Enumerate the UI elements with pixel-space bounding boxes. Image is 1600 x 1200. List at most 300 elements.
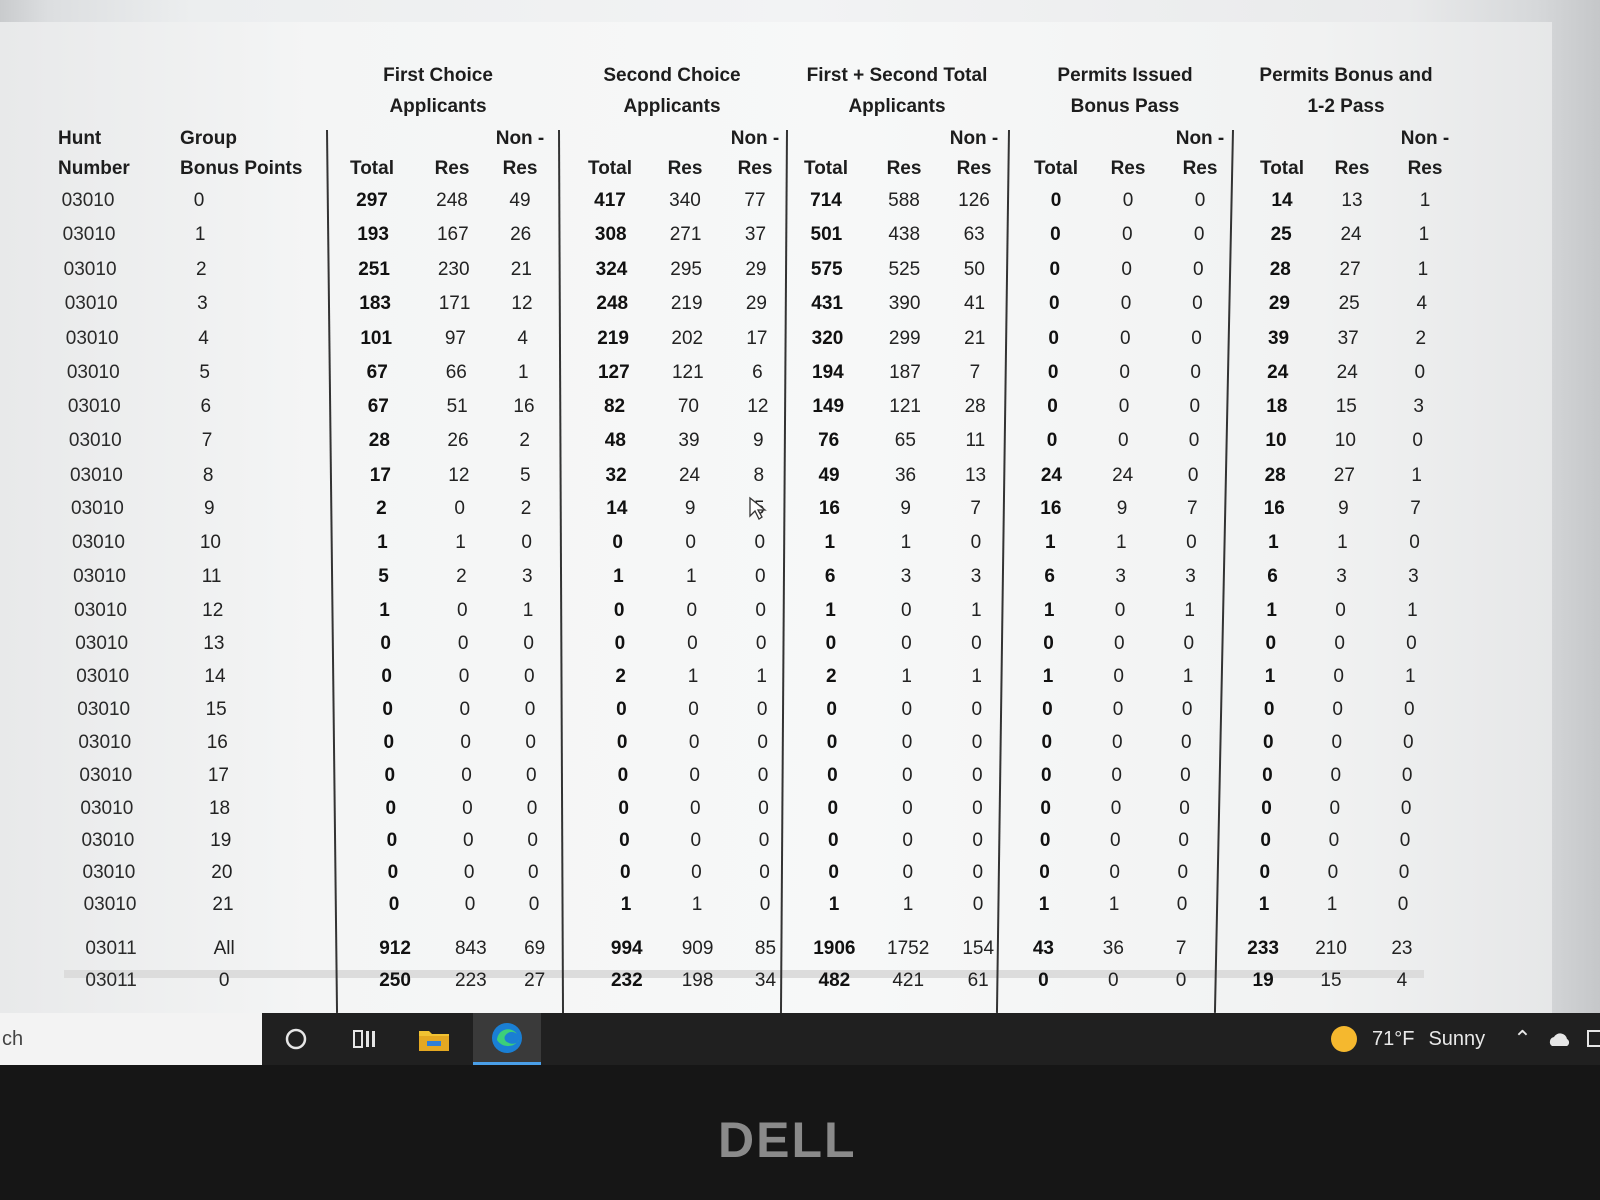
table-cell: 66 — [445, 362, 467, 383]
table-cell: 232 — [610, 970, 643, 991]
table-cell: 1 — [825, 600, 836, 621]
cortana-circle-icon[interactable] — [268, 1013, 324, 1065]
table-cell: 1 — [1418, 224, 1430, 245]
table-cell: 0 — [1039, 862, 1050, 883]
table-cell: 0 — [1119, 362, 1130, 383]
permits-issued-header-line1: Permits Issued — [1057, 65, 1193, 86]
table-cell: 0 — [1329, 798, 1341, 819]
table-cell: 1 — [687, 666, 699, 687]
table-cell: 0 — [1399, 830, 1411, 851]
table-cell: 0 — [972, 862, 984, 883]
table-cell: 0 — [1122, 224, 1133, 245]
table-cell: 126 — [958, 190, 990, 211]
table-cell: 121 — [889, 396, 921, 417]
bonus-points-cell: 7 — [201, 430, 213, 451]
table-cell: 17 — [746, 328, 768, 349]
table-cell: 7 — [970, 498, 981, 519]
bonus-points-cell: 9 — [203, 498, 215, 519]
table-cell: 0 — [1331, 732, 1343, 753]
table-cell: 2 — [615, 666, 626, 687]
table-cell: 0 — [688, 732, 700, 753]
subheader-total: Total — [588, 158, 632, 179]
table-cell: 34 — [754, 970, 777, 991]
table-cell: 0 — [901, 732, 913, 753]
bonus-points-cell: 21 — [212, 894, 234, 915]
table-cell: 0 — [826, 699, 837, 720]
table-cell: 0 — [685, 532, 696, 553]
hunt-number-cell: 03011 — [85, 938, 137, 959]
table-cell: 0 — [1263, 699, 1275, 720]
table-cell: 0 — [521, 532, 532, 553]
chevron-up-icon[interactable]: ⌃ — [1513, 1026, 1532, 1051]
bonus-points-cell: 5 — [199, 362, 210, 383]
bonus-points-cell: 14 — [204, 666, 226, 687]
table-cell: 193 — [357, 224, 389, 245]
table-cell: 0 — [614, 633, 626, 654]
bonus-points-cell: 18 — [208, 798, 231, 819]
table-cell: 0 — [828, 862, 839, 883]
table-cell: 0 — [1120, 293, 1132, 314]
table-cell: 0 — [1401, 765, 1413, 786]
bonus-points-cell: 12 — [202, 600, 224, 621]
table-cell: 9 — [1338, 498, 1349, 519]
table-cell: 0 — [686, 600, 698, 621]
table-cell: 0 — [1328, 830, 1340, 851]
table-cell: 82 — [603, 396, 626, 417]
table-cell: 0 — [382, 699, 393, 720]
table-cell: 29 — [745, 259, 767, 280]
table-cell: 48 — [604, 430, 626, 451]
table-cell: 149 — [812, 396, 845, 417]
table-cell: 248 — [596, 293, 629, 314]
table-cell: 0 — [1040, 798, 1051, 819]
subheader-nonres-line2: Res — [737, 158, 773, 179]
table-cell: 6 — [1267, 566, 1278, 587]
table-cell: 101 — [360, 328, 393, 349]
table-cell: 1 — [1419, 190, 1431, 211]
table-cell: 183 — [359, 293, 391, 314]
table-cell: 438 — [888, 224, 921, 245]
table-cell: 24 — [678, 465, 701, 486]
table-cell: 121 — [671, 362, 704, 383]
table-cell: 525 — [888, 259, 921, 280]
table-cell: 0 — [619, 830, 630, 851]
table-cell: 0 — [1262, 765, 1273, 786]
subheader-nonres-line1: Non - — [1400, 128, 1450, 149]
table-cell: 0 — [528, 894, 540, 915]
permits-bonus-header — [1196, 60, 1496, 122]
table-cell: 0 — [1110, 798, 1122, 819]
table-cell: 0 — [827, 830, 839, 851]
notification-icon[interactable] — [1586, 1028, 1600, 1050]
table-cell: 0 — [688, 699, 699, 720]
table-cell: 0 — [617, 765, 629, 786]
table-cell: 7 — [1175, 938, 1187, 959]
bonus-points-cell: 0 — [218, 970, 230, 991]
bonus-points-cell: 15 — [205, 699, 227, 720]
taskbar — [0, 1013, 1600, 1065]
table-cell: 0 — [1112, 732, 1123, 753]
table-cell: 8 — [753, 465, 765, 486]
table-cell: 0 — [1041, 732, 1053, 753]
bonus-points-cell: 2 — [195, 259, 207, 280]
table-cell: 0 — [1180, 765, 1191, 786]
table-cell: 0 — [1122, 190, 1134, 211]
table-cell: 51 — [446, 396, 468, 417]
table-cell: 2 — [826, 666, 837, 687]
table-cell: 2 — [520, 498, 532, 519]
table-cell: 0 — [691, 862, 702, 883]
first-second-total-header-line2: Applicants — [848, 96, 946, 117]
table-cell: 1 — [756, 666, 767, 687]
table-cell: 0 — [1192, 293, 1203, 314]
table-cell: 714 — [810, 190, 842, 211]
bonus-points-cell: 4 — [198, 328, 209, 349]
subheader-nonres-line2: Res — [1407, 158, 1443, 179]
table-cell: 0 — [1412, 430, 1423, 451]
table-cell: 0 — [618, 798, 629, 819]
table-cell: 0 — [971, 699, 983, 720]
table-cell: 501 — [810, 224, 843, 245]
table-cell: 0 — [385, 798, 397, 819]
table-cell: 1 — [1407, 600, 1418, 621]
table-cell: 1 — [518, 362, 529, 383]
table-cell: 2 — [519, 430, 530, 451]
table-cell: 49 — [509, 190, 531, 211]
points-header-line1: Group — [180, 128, 237, 149]
table-cell: 1 — [1326, 894, 1338, 915]
hunt-number-cell: 03010 — [80, 798, 134, 819]
table-cell: 0 — [461, 765, 472, 786]
table-cell: 1 — [1108, 894, 1120, 915]
table-cell: 6 — [752, 362, 763, 383]
table-cell: 198 — [681, 970, 714, 991]
table-cell: 9 — [900, 498, 911, 519]
table-cell: 0 — [690, 830, 702, 851]
table-cell: 0 — [1262, 732, 1274, 753]
table-cell: 97 — [444, 328, 466, 349]
table-cell: 194 — [812, 362, 844, 383]
table-cell: 0 — [689, 765, 700, 786]
table-cell: 11 — [965, 430, 986, 451]
subheader-nonres-line2: Res — [956, 158, 992, 179]
subheader-res: Res — [1110, 158, 1146, 179]
table-cell: 0 — [462, 830, 474, 851]
table-cell: 0 — [523, 633, 534, 654]
table-cell: 0 — [1180, 732, 1192, 753]
table-cell: 0 — [1330, 765, 1342, 786]
table-cell: 210 — [1315, 938, 1347, 959]
table-cell: 0 — [1039, 830, 1051, 851]
subheader-nonres-line1: Non - — [949, 128, 999, 149]
table-cell: 0 — [1397, 894, 1409, 915]
bonus-points-cell: 13 — [203, 633, 225, 654]
hunt-number-cell: 03010 — [61, 190, 115, 211]
table-cell: 0 — [1332, 699, 1343, 720]
table-cell: 7 — [1410, 498, 1421, 519]
hunt-number-cell: 03010 — [71, 498, 124, 519]
table-cell: 17 — [369, 465, 391, 486]
table-cell: 0 — [1050, 224, 1061, 245]
table-cell: 299 — [888, 328, 921, 349]
subheader-nonres-line2: Res — [1182, 158, 1218, 179]
table-cell: 16 — [1040, 498, 1062, 519]
table-cell: 12 — [511, 293, 533, 314]
table-cell: 0 — [380, 633, 391, 654]
table-cell: 24 — [1040, 465, 1062, 486]
weather-widget[interactable] — [1330, 1013, 1600, 1065]
table-cell: 28 — [1264, 465, 1286, 486]
table-cell: 0 — [388, 894, 400, 915]
table-cell: 39 — [1267, 328, 1290, 349]
table-cell: 0 — [1414, 362, 1426, 383]
table-cell: 28 — [964, 396, 986, 417]
table-cell: 9 — [753, 430, 764, 451]
table-cell: 0 — [1112, 699, 1124, 720]
table-cell: 3 — [1185, 566, 1196, 587]
hunt-number-cell: 03010 — [79, 765, 133, 786]
table-cell: 19 — [1252, 970, 1274, 991]
table-cell: 0 — [1260, 830, 1271, 851]
subheader-total: Total — [1260, 158, 1304, 179]
bonus-points-cell: 11 — [201, 566, 222, 587]
table-cell: 1 — [1411, 465, 1422, 486]
table-cell: 5 — [520, 465, 531, 486]
table-cell: 0 — [1327, 862, 1339, 883]
hunt-header-line1: Hunt — [58, 128, 102, 149]
table-cell: 1 — [379, 600, 390, 621]
permits-issued-header-line2: Bonus Pass — [1070, 96, 1180, 117]
subheader-res: Res — [434, 158, 470, 179]
table-cell: 1 — [620, 894, 632, 915]
table-cell: 0 — [1121, 259, 1132, 280]
table-cell: 16 — [513, 396, 535, 417]
table-cell: 21 — [510, 259, 532, 280]
permits-bonus-header-line1: Permits Bonus and — [1259, 65, 1433, 86]
table-cell: 4 — [517, 328, 528, 349]
table-cell: 24 — [1336, 362, 1358, 383]
hunt-number-cell: 03010 — [82, 862, 136, 883]
bonus-points-cell: 19 — [210, 830, 232, 851]
subheader-nonres-line1: Non - — [495, 128, 545, 149]
table-cell: 70 — [677, 396, 699, 417]
table-cell: 0 — [1113, 666, 1124, 687]
table-cell: 588 — [888, 190, 920, 211]
table-cell: 0 — [456, 600, 468, 621]
table-cell: 417 — [594, 190, 626, 211]
table-cell: 1 — [1038, 894, 1050, 915]
taskbar-search-input[interactable]: ch — [0, 1013, 262, 1065]
table-cell: 1 — [1337, 532, 1348, 553]
table-cell: 29 — [1268, 293, 1290, 314]
table-cell: 24 — [1112, 465, 1134, 486]
bonus-points-cell: 17 — [207, 765, 229, 786]
mouse-cursor-icon — [748, 496, 768, 522]
hunt-number-cell: 03010 — [75, 633, 129, 654]
table-cell: 0 — [384, 765, 396, 786]
bonus-points-cell: 10 — [199, 532, 221, 553]
table-cell: 39 — [678, 430, 700, 451]
table-cell: 77 — [744, 190, 766, 211]
table-cell: 23 — [1391, 938, 1413, 959]
table-cell: 0 — [971, 732, 983, 753]
table-cell: 0 — [1400, 798, 1412, 819]
table-cell: 67 — [366, 362, 388, 383]
table-cell: 0 — [972, 894, 984, 915]
table-cell: 171 — [438, 293, 471, 314]
table-cell: 324 — [595, 259, 628, 280]
table-cell: 3 — [1408, 566, 1419, 587]
table-cell: 27 — [1333, 465, 1355, 486]
dell-logo: DELL — [718, 1112, 857, 1168]
table-cell: 27 — [1339, 259, 1361, 280]
table-cell: 250 — [379, 970, 411, 991]
table-cell: 0 — [1118, 396, 1130, 417]
table-cell: 3 — [1413, 396, 1424, 417]
table-cell: 27 — [524, 970, 546, 991]
table-cell: 0 — [524, 699, 536, 720]
table-cell: 2 — [456, 566, 467, 587]
hunt-number-cell: 03010 — [72, 532, 125, 553]
table-cell: 233 — [1247, 938, 1279, 959]
table-cell: 1 — [1042, 666, 1054, 687]
table-cell: 0 — [464, 894, 476, 915]
table-cell: 4 — [1396, 970, 1408, 991]
table-cell: 13 — [964, 465, 987, 486]
table-cell: 1 — [685, 566, 697, 587]
subheader-nonres-line1: Non - — [730, 128, 780, 149]
table-cell: 271 — [669, 224, 702, 245]
table-cell: 37 — [1337, 328, 1359, 349]
table-cell: 0 — [1040, 765, 1052, 786]
table-cell: 0 — [1191, 328, 1202, 349]
bonus-points-cell: 8 — [202, 465, 214, 486]
table-cell: 0 — [1402, 732, 1414, 753]
table-cell: 0 — [383, 732, 395, 753]
table-cell: 28 — [1269, 259, 1291, 280]
hunt-number-cell: 03010 — [74, 600, 127, 621]
table-cell: 0 — [1192, 259, 1204, 280]
table-cell: 0 — [528, 862, 539, 883]
table-cell: 13 — [1341, 190, 1363, 211]
table-cell: 0 — [758, 830, 770, 851]
subheader-res: Res — [667, 158, 703, 179]
table-cell: 0 — [1042, 699, 1053, 720]
table-cell: 85 — [754, 938, 777, 959]
subheader-nonres-line2: Res — [502, 158, 538, 179]
table-cell: 248 — [436, 190, 468, 211]
cloud-icon[interactable] — [1546, 1030, 1572, 1048]
table-cell: 36 — [894, 465, 917, 486]
table-cell: 1 — [970, 600, 982, 621]
table-cell: 1 — [900, 532, 912, 553]
table-cell: 9 — [684, 498, 696, 519]
hunt-number-cell: 03010 — [78, 732, 132, 753]
table-cell: 167 — [436, 224, 469, 245]
subheader-total: Total — [1034, 158, 1078, 179]
table-cell: 0 — [1335, 600, 1346, 621]
weather-temperature: 71°F — [1372, 1027, 1415, 1050]
table-cell: 575 — [810, 259, 843, 280]
table-cell: 1752 — [887, 938, 930, 959]
bonus-points-cell: 0 — [193, 190, 205, 211]
table-cell: 0 — [1114, 633, 1125, 654]
table-cell: 0 — [1403, 699, 1415, 720]
table-cell: 0 — [1186, 532, 1197, 553]
first-choice-header-line2: Applicants — [389, 96, 487, 117]
edge-browser-icon[interactable] — [473, 1013, 541, 1065]
hunt-number-cell: 03010 — [65, 328, 119, 349]
table-cell: 0 — [616, 732, 628, 753]
hunt-number-cell: 03011 — [85, 970, 137, 991]
table-cell: 1 — [1116, 532, 1127, 553]
table-cell: 431 — [811, 293, 843, 314]
table-cell: 0 — [1179, 798, 1190, 819]
table-cell: 43 — [1032, 938, 1054, 959]
table-cell: 67 — [367, 396, 389, 417]
hunt-number-cell: 03010 — [77, 699, 131, 720]
file-explorer-icon[interactable] — [406, 1013, 462, 1065]
table-cell: 0 — [689, 798, 701, 819]
table-cell: 340 — [669, 190, 701, 211]
table-cell: 1 — [824, 532, 836, 553]
table-cell: 0 — [755, 600, 766, 621]
table-cell: 1 — [971, 666, 982, 687]
table-cell: 0 — [1398, 862, 1410, 883]
table-cell: 0 — [754, 532, 766, 553]
bonus-points-cell: 1 — [194, 224, 206, 245]
table-cell: 390 — [888, 293, 921, 314]
table-cell: 219 — [670, 293, 703, 314]
sun-icon — [1330, 1025, 1358, 1053]
table-cell: 9 — [1116, 498, 1128, 519]
table-cell: 0 — [900, 600, 912, 621]
table-cell: 0 — [1187, 465, 1199, 486]
table-cell: 12 — [747, 396, 769, 417]
table-cell: 26 — [510, 224, 532, 245]
table-cell: 1 — [691, 894, 703, 915]
table-cell: 49 — [818, 465, 840, 486]
hunt-number-cell: 03010 — [63, 259, 117, 280]
table-cell: 0 — [612, 532, 623, 553]
bonus-points-cell: 6 — [200, 396, 212, 417]
table-cell: 1 — [377, 532, 388, 553]
table-cell: 1 — [901, 666, 912, 687]
second-choice-header-line1: Second Choice — [603, 65, 741, 86]
table-cell: 0 — [1334, 633, 1345, 654]
hunt-header-line2: Number — [58, 158, 130, 179]
task-view-icon[interactable] — [336, 1013, 392, 1065]
table-cell: 320 — [811, 328, 844, 349]
table-cell: 4 — [1416, 293, 1428, 314]
table-cell: 14 — [1271, 190, 1293, 211]
bonus-points-cell: 16 — [206, 732, 228, 753]
table-cell: 0 — [827, 798, 839, 819]
table-cell: 7 — [969, 362, 981, 383]
table-cell: 0 — [902, 830, 913, 851]
table-cell: 12 — [448, 465, 470, 486]
table-cell: 0 — [1049, 259, 1061, 280]
table-cell: 25 — [1270, 224, 1292, 245]
table-cell: 10 — [1334, 430, 1356, 451]
bonus-points-cell: 3 — [197, 293, 208, 314]
table-cell: 0 — [1189, 396, 1201, 417]
table-cell: 0 — [1333, 666, 1344, 687]
table-cell: 0 — [759, 862, 770, 883]
table-cell: 0 — [1259, 862, 1271, 883]
table-cell: 909 — [681, 938, 714, 959]
table-cell: 0 — [619, 862, 631, 883]
